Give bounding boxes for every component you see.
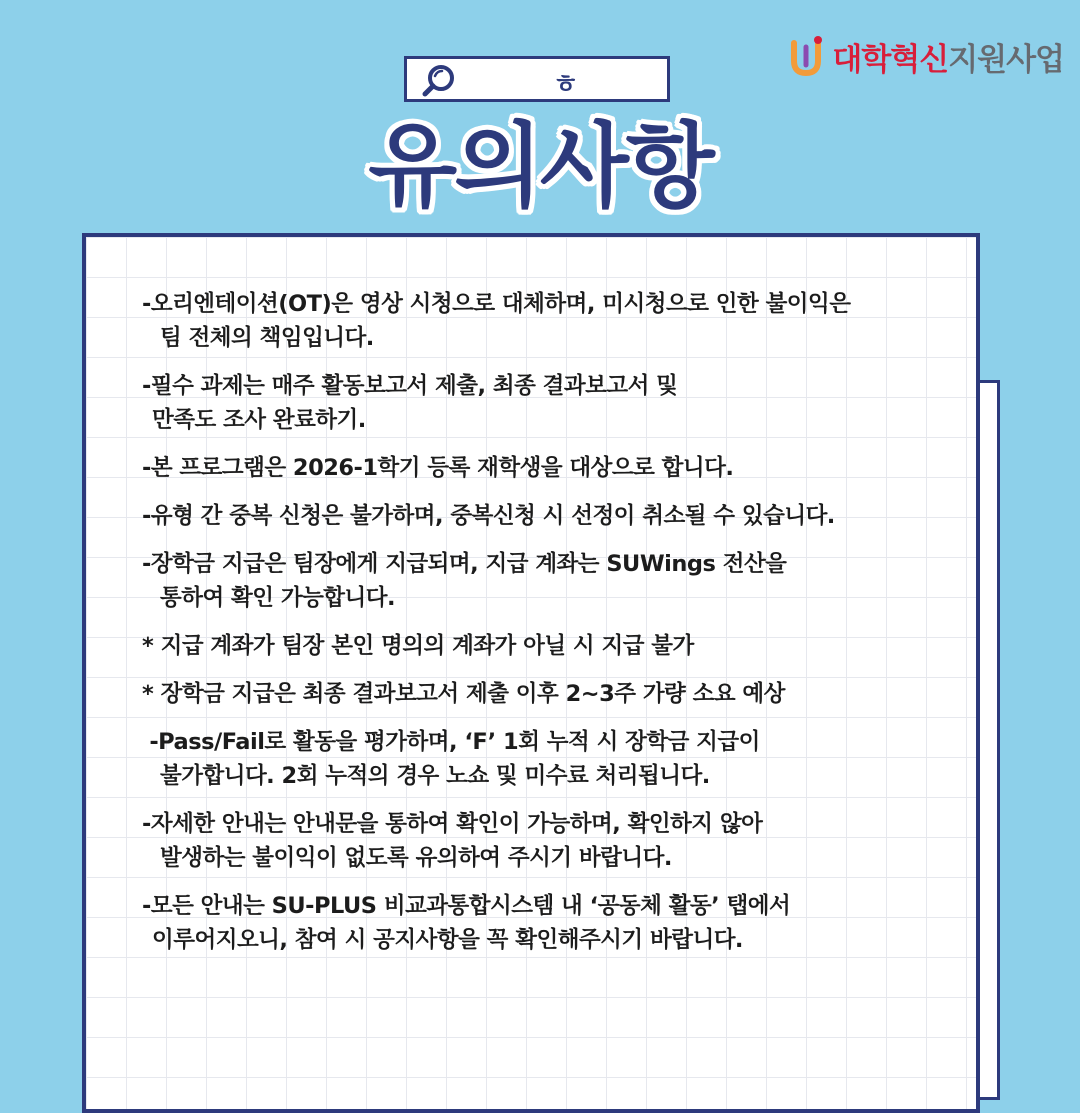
note-line: -유형 간 중복 신청은 불가하며, 중복신청 시 선정이 취소될 수 있습니다. — [142, 503, 835, 529]
magnifier-icon — [421, 63, 457, 99]
note-item — [142, 725, 956, 793]
note-item — [142, 451, 956, 485]
logo-text-gray: 지원사업 — [948, 42, 1064, 78]
note-line: 통하여 확인 가능합니다. — [160, 585, 396, 611]
note-line: -본 프로그램은 2026-1학기 등록 재학생을 대상으로 합니다. — [142, 455, 734, 481]
note-item — [142, 629, 956, 663]
search-bar-char: ㅎ — [553, 70, 579, 100]
note-item — [142, 499, 956, 533]
note-line: * 지급 계좌가 팀장 본인 명의의 계좌가 아닐 시 지급 불가 — [142, 633, 694, 659]
search-bar-graphic — [404, 56, 670, 102]
note-line: -Pass/Fail로 활동을 평가하며, ‘F’ 1회 누적 시 장학금 지급이 — [142, 729, 760, 755]
note-line: 발생하는 불이익이 없도록 유의하여 주시기 바랍니다. — [160, 845, 672, 871]
note-line: -모든 안내는 SU-PLUS 비교과통합시스템 내 ‘공동체 활동’ 탭에서 — [142, 893, 791, 919]
page-title: 유의사항 — [368, 113, 712, 220]
note-line: -오리엔테이션(OT)은 영상 시청으로 대체하며, 미시청으로 인한 불이익은 — [142, 291, 851, 317]
note-item — [142, 677, 956, 711]
note-line: -필수 과제는 매주 활동보고서 제출, 최종 결과보고서 및 — [142, 373, 678, 399]
notes-list — [142, 287, 956, 971]
note-line: * 장학금 지급은 최종 결과보고서 제출 이후 2~3주 가량 소요 예상 — [142, 681, 785, 707]
note-item — [142, 287, 956, 355]
note-line: 불가합니다. 2회 누적의 경우 노쇼 및 미수료 처리됩니다. — [160, 763, 710, 789]
note-line: 팀 전체의 책임입니다. — [160, 325, 374, 351]
logo — [786, 34, 1064, 79]
note-item — [142, 547, 956, 615]
note-line: -자세한 안내는 안내문을 통하여 확인이 가능하며, 확인하지 않아 — [142, 811, 763, 837]
note-item — [142, 369, 956, 437]
logo-text-red: 대학혁신 — [832, 42, 949, 78]
note-item — [142, 889, 956, 957]
university-logo-icon — [786, 35, 826, 79]
note-item — [142, 807, 956, 875]
note-line: 이루어지오니, 참여 시 공지사항을 꼭 확인해주시기 바랍니다. — [152, 927, 743, 953]
notice-paper — [82, 233, 980, 1113]
note-line: 만족도 조사 완료하기. — [152, 407, 366, 433]
note-line: -장학금 지급은 팀장에게 지급되며, 지급 계좌는 SUWings 전산을 — [142, 551, 787, 577]
logo-text — [832, 34, 1064, 79]
